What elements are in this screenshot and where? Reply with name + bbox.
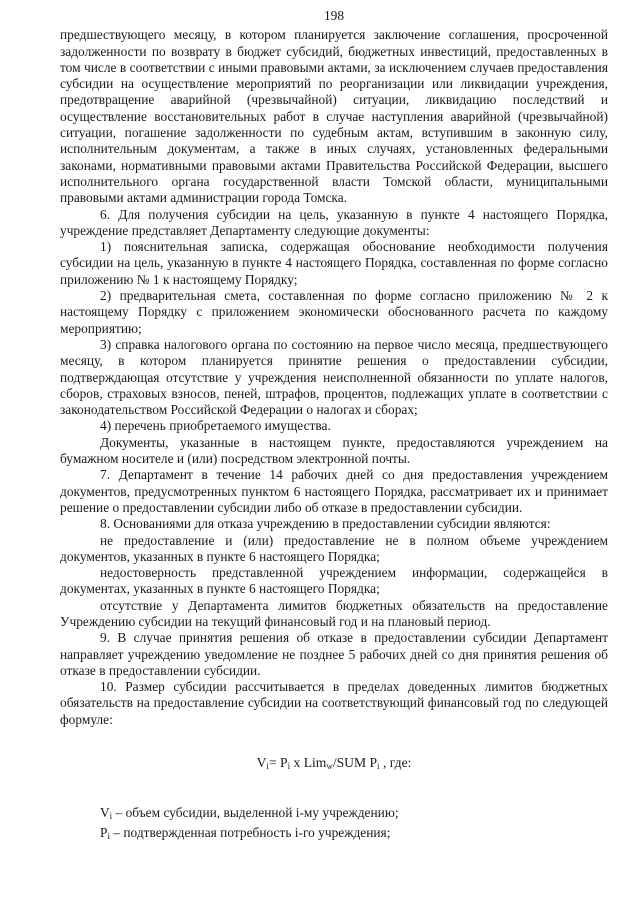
formula-tail: , где: [379, 755, 412, 771]
list-item-tax-certificate: 3) справка налогового органа по состоянию на первое число месяца, предшествующего месяцу, в котором планируется принятие решения о предоставлении субсидии, подтверждающая отсутствие у учреждения неисполненной обязанности по уплате налогов, сборов, страховых взносов, пеней, штрафов, процентов, подлежащих уплате в соответствии с законодательством Российской Федерации о налогах и сборах; [60, 336, 608, 418]
subsidy-formula [60, 755, 608, 774]
definition-v [60, 805, 608, 824]
refusal-ground-no-limits: отсутствие у Департамента лимитов бюджетных обязательств на предоставление Учреждению субсидии на текущий финансовый год и на плановый период. [60, 597, 608, 629]
formula-v-subscript: i [266, 761, 269, 772]
definition-v-symbol: V [100, 805, 110, 821]
definition-p [60, 825, 608, 844]
definition-p-text: – подтвержденная потребность i-го учреждения; [109, 824, 391, 840]
refusal-ground-inaccurate-information: недостоверность представленной учреждением информации, содержащейся в документах, указанных в пункте 6 настоящего Порядка; [60, 565, 608, 597]
paragraph-item-6: 6. Для получения субсидии на цель, указанную в пункте 4 настоящего Порядка, учреждение представляет Департаменту следующие документы: [60, 206, 608, 238]
definition-p-subscript: i [107, 830, 110, 841]
formula-lim-subscript: w [326, 761, 333, 772]
formula-div-sum: /SUM P [332, 755, 378, 771]
paragraph-item-9: 9. В случае принятия решения об отказе в предоставлении субсидии Департамент направляет учреждению уведомление не позднее 5 рабочих дней со дня принятия решения об отказе в предоставлении субсидии. [60, 630, 608, 678]
definition-v-subscript: i [109, 811, 113, 822]
list-item-explanatory-note: 1) пояснительная записка, содержащая обоснование необходимости получения субсидии на цель, указанную в пункте 4 настоящего Порядка, составленная по форме согласно приложению № 1 к настоящему Порядку; [60, 239, 608, 287]
formula-p-subscript: i [287, 761, 291, 772]
document-page [60, 8, 608, 844]
refusal-ground-incomplete-documents: не предоставление и (или) предоставление не в полном объеме учреждением документов, указанных в пункте 6 настоящего Порядка; [60, 532, 608, 564]
paragraph-item-7: 7. Департамент в течение 14 рабочих дней со дня предоставления учреждением документов, предусмотренных пунктом 6 настоящего Порядка, рассматривает их и принимает решение о предоставлении субсидии либо об отказе в предоставлении субсидии. [60, 467, 608, 515]
paragraph-continuation: предшествующего месяцу, в котором планируется заключение соглашения, просроченной задолженности по возврату в бюджет субсидий, бюджетных инвестиций, предоставленных в том числе в соответствии с иными правовыми актами, за исключением случаев предоставления субсидии на осуществление мероприятий по реорганизации или ликвидации учреждения, предотвращение аварийной (чрезвычайной) ситуации, ликвидацию последствий и осуществление восстановительных работ в случае наступления аварийной (чрезвычайной) ситуации, погашение задолженности по судебным актам, вступившим в законную силу, исполнительным документам, а также в иных случаях, установленных федеральными законами, нормативными правовыми актами Правительства Российской Федерации, высшего исполнительного органа государственной власти Томской области, муниципальными правовыми актами администрации города Томска. [60, 27, 608, 206]
formula-mult-lim: x Lim [290, 755, 327, 771]
definition-p-symbol: P [100, 824, 108, 840]
formula-sum-subscript: i [377, 761, 380, 772]
list-item-preliminary-estimate: 2) предварительная смета, составленная по форме согласно приложению № 2 к настоящему Порядку с приложением экономически обоснованного расчета по каждому мероприятию; [60, 288, 608, 336]
definition-v-text: – объем субсидии, выделенной i-му учреждению; [112, 805, 399, 821]
paragraph-item-10: 10. Размер субсидии рассчитывается в пределах доведенных лимитов бюджетных обязательств на предоставление субсидии на соответствующий финансовый год по следующей формуле: [60, 679, 608, 727]
list-item-property-list: 4) перечень приобретаемого имущества. [100, 418, 331, 434]
paragraph-documents-submission: Документы, указанные в настоящем пункте, предоставляются учреждением на бумажном носителе и (или) посредством электронной почты. [60, 434, 608, 467]
paragraph-item-8: 8. Основаниями для отказа учреждению в предоставлении субсидии являются: [100, 516, 551, 532]
page-number: 198 [323, 8, 345, 23]
formula-v: V [256, 755, 267, 771]
formula-equals-p: = P [268, 755, 288, 771]
